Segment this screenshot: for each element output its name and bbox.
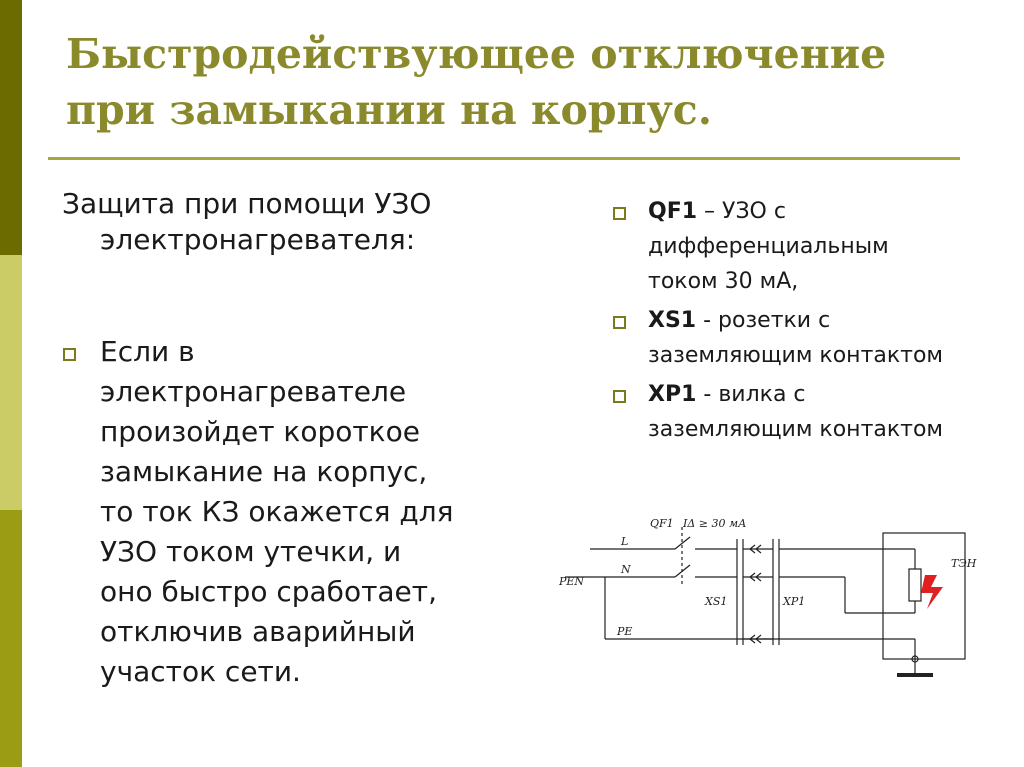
bullet-line: участок сети. [100,655,301,688]
legend-line [648,377,1020,412]
bullet-line: УЗО током утечки, и [100,535,402,568]
legend-item-xp1 [610,377,1020,447]
bullet-line: электронагревателе [100,375,407,408]
label-current: IΔ ≥ 30 мА [683,517,747,530]
title-underline [48,157,960,160]
legend-line: заземляющим контактом [648,417,944,442]
explanation-bullet [62,332,532,692]
legend-line: заземляющим контактом [648,343,944,368]
left-stripe-middle [0,255,22,510]
bullet-line: произойдет короткое [100,415,420,448]
label-qf1: QF1 [650,517,674,530]
bullet-line: оно быстро сработает, [100,575,437,608]
title-line-1: Быстродействующее отключение [66,30,887,78]
legend-code: XP1 [648,382,697,407]
legend-line [648,194,1020,229]
left-stripe-bottom [0,510,22,767]
slide-title [66,26,966,138]
lightning-bolt-icon [921,575,943,609]
left-column [62,186,532,692]
title-line-2: при замыкании на корпус. [66,86,713,134]
legend-item-xs1 [610,303,1020,373]
bullet-line: то ток КЗ окажется для [100,495,454,528]
label-n: N [621,563,631,576]
label-ten: ТЭН [951,557,977,570]
legend-line: дифференциальным [648,234,889,259]
hollow-square-bullet-icon [613,390,626,403]
label-xs1: XS1 [705,595,728,608]
bullet-line: замыкание на корпус, [100,455,428,488]
intro-line-2: электронагревателя: [100,223,416,256]
legend-text: – УЗО с [697,199,786,224]
legend-text: - вилка с [696,382,806,407]
legend-line: током 30 мА, [648,269,799,294]
intro-line-1: Защита при помощи УЗО [62,187,432,220]
legend-code: QF1 [648,199,698,224]
legend-line [648,303,1020,338]
heater-element [909,569,921,601]
hollow-square-bullet-icon [613,316,626,329]
intro-text [62,186,532,258]
legend-item-qf1 [610,194,1020,299]
heater-enclosure [883,533,965,659]
label-l: L [621,535,629,548]
legend-text: - розетки с [696,308,831,333]
legend-code: XS1 [648,308,697,333]
bullet-line: Если в [100,335,195,368]
legend-list [610,194,1020,451]
hollow-square-bullet-icon [63,348,76,361]
bullet-line: отключив аварийный [100,615,416,648]
label-pe: PE [617,625,633,638]
hollow-square-bullet-icon [613,207,626,220]
label-pen: PEN [559,575,585,588]
rcd-circuit-diagram [545,505,1015,695]
label-xp1: XP1 [783,595,806,608]
left-stripe-top [0,0,22,255]
